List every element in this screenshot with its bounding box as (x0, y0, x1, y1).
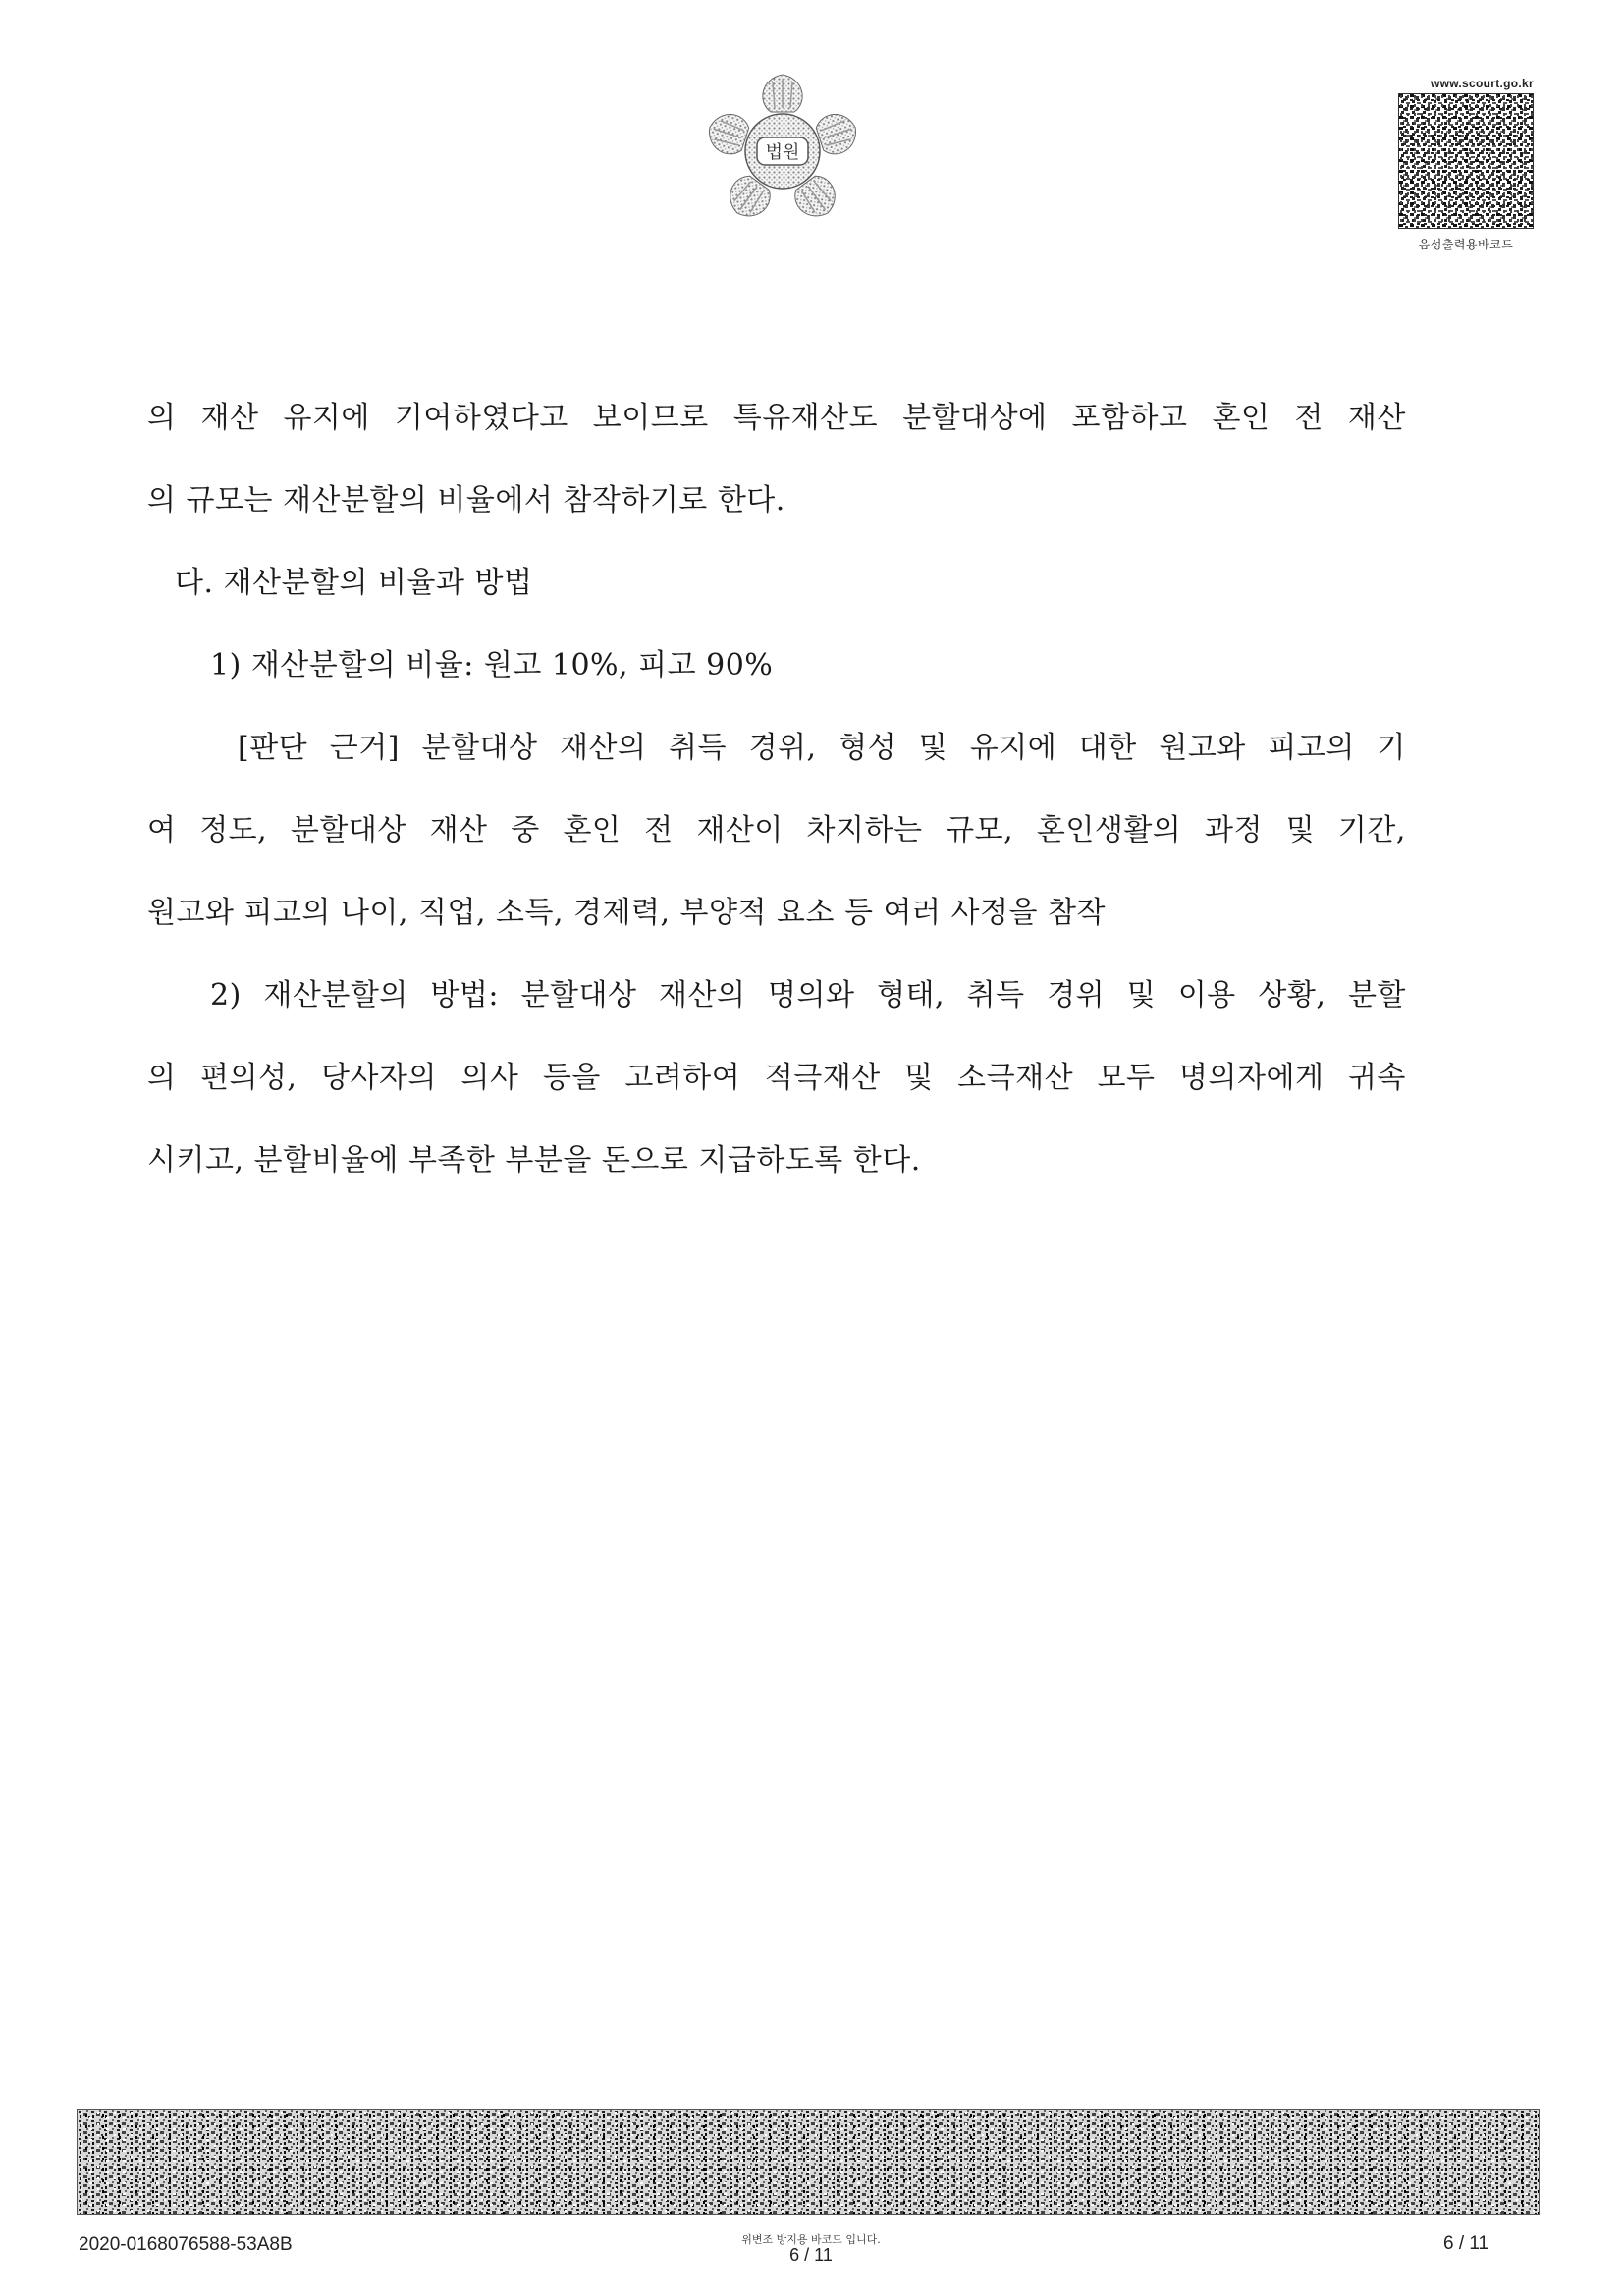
body-line-6: 여 정도, 분할대상 재산 중 혼인 전 재산이 차지하는 규모, 혼인생활의 과정 및 기간, (147, 813, 1406, 847)
body-line-10: 시키고, 분할비율에 부족한 부분을 돈으로 지급하도록 한다. (147, 1143, 921, 1177)
body-line-1: 의 재산 유지에 기여하였다고 보이므로 특유재산도 분할대상에 포함하고 혼인 전 재산 (147, 401, 1406, 435)
qr-code-image (1398, 93, 1534, 229)
body-line-7: 원고와 피고의 나이, 직업, 소득, 경제력, 부양적 요소 등 여러 사정을 참작 (147, 896, 1106, 930)
body-line-5: [판단 근거] 분할대상 재산의 취득 경위, 형성 및 유지에 대한 원고와 피고의 기 (238, 731, 1406, 765)
body-line-2: 의 규모는 재산분할의 비율에서 참작하기로 한다. (147, 483, 785, 518)
qr-caption: 음성출력용바코드 (1418, 238, 1514, 251)
section-heading: 다. 재산분할의 비율과 방법 (175, 566, 533, 600)
page-number-right: 6 / 11 (1443, 2233, 1489, 2254)
document-body (147, 377, 1406, 1202)
document-id: 2020-0168076588-53A8B (79, 2234, 293, 2255)
item-2-method: 2) 재산분할의 방법: 분할대상 재산의 명의와 형태, 취득 경위 및 이용 상황, 분할 (210, 978, 1406, 1012)
anti-forgery-barcode (77, 2109, 1540, 2215)
body-line-9: 의 편의성, 당사자의 의사 등을 고려하여 적극재산 및 소극재산 모두 명의자에게 귀속 (147, 1061, 1406, 1095)
page-number-center: 6 / 11 (789, 2245, 833, 2265)
seal-text: 법원 (765, 142, 800, 163)
court-emblem-logo (699, 65, 866, 232)
anti-forgery-note: 위변조 방지용 바코드 입니다. (741, 2233, 881, 2246)
item-1-ratio: 1) 재산분할의 비율: 원고 10%, 피고 90% (210, 648, 774, 683)
qr-url: www.scourt.go.kr (1430, 77, 1534, 90)
qr-code-block (1398, 77, 1534, 252)
